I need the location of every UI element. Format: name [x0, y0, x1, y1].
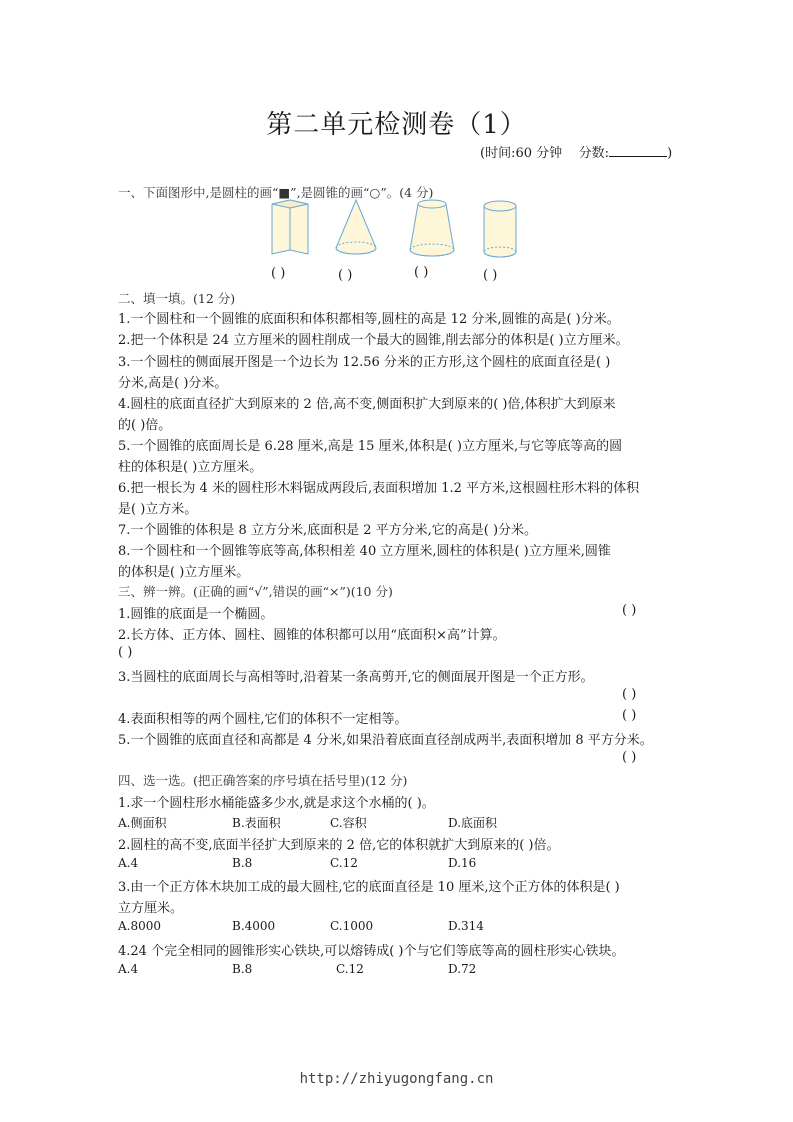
judge-q2-answer[interactable]: ( ): [118, 645, 133, 660]
choice-q3: 3.由一个正方体木块加工成的最大圆柱,它的底面直径是 10 厘米,这个正方体的体积是( ): [118, 880, 620, 895]
score-label: 分数:: [578, 146, 610, 161]
fill-q5-cont: 柱的体积是( )立方厘米。: [118, 460, 263, 475]
choice-q4-option-d[interactable]: D.72: [448, 962, 477, 976]
judge-q1-answer[interactable]: ( ): [622, 603, 637, 618]
cone-icon: [336, 200, 376, 254]
time-label: (时间:60 分钟: [480, 146, 563, 161]
choice-q3-option-c[interactable]: C.1000: [330, 919, 374, 933]
meta-close: ): [667, 146, 673, 161]
choice-q2-option-d[interactable]: D.16: [448, 856, 477, 870]
choice-q4-option-a[interactable]: A.4: [118, 962, 139, 976]
judge-q1: 1.圆锥的底面是一个椭圆。: [118, 607, 274, 622]
choice-q3-option-d[interactable]: D.314: [448, 919, 484, 933]
fill-q2: 2.把一个体积是 24 立方厘米的圆柱削成一个最大的圆锥,削去部分的体积是( )立方厘米。: [118, 333, 629, 348]
choice-q4-option-c[interactable]: C.12: [336, 962, 364, 976]
truncated-cone-icon: [410, 200, 454, 256]
choice-q2-option-c[interactable]: C.12: [330, 856, 358, 870]
choice-q2: 2.圆柱的高不变,底面半径扩大到原来的 2 倍,它的体积就扩大到原来的( )倍。: [118, 838, 560, 853]
score-blank: [609, 144, 667, 157]
choice-q1-option-d[interactable]: D.底面积: [448, 816, 498, 830]
judge-q3: 3.当圆柱的底面周长与高相等时,沿着某一条高剪开,它的侧面展开图是一个正方形。: [118, 670, 594, 685]
fill-q1: 1.一个圆柱和一个圆锥的底面积和体积都相等,圆柱的高是 12 分米,圆锥的高是( )分米。: [118, 312, 620, 327]
prism-icon: [272, 200, 308, 254]
section3-heading: 三、辨一辨。(正确的画“√”,错误的画“×”)(10 分): [118, 584, 393, 599]
fill-q4: 4.圆柱的底面直径扩大到原来的 2 倍,高不变,侧面积扩大到原来的( )倍,体积扩大到原来: [118, 397, 616, 412]
fill-q3-cont: 分米,高是( )分米。: [118, 376, 228, 391]
choice-q4-option-b[interactable]: B.8: [232, 962, 253, 976]
fill-q4-cont: 的( )倍。: [118, 418, 172, 433]
judge-q5-answer[interactable]: ( ): [622, 750, 637, 765]
section1-heading: 一、下面图形中,是圆柱的画“■”,是圆锥的画“○”。(4 分): [118, 185, 434, 200]
judge-q3-answer[interactable]: ( ): [622, 687, 637, 702]
judge-q2: 2.长方体、正方体、圆柱、圆锥的体积都可以用“底面积×高”计算。: [118, 628, 506, 643]
choice-q3-option-b[interactable]: B.4000: [232, 919, 276, 933]
section2-heading: 二、填一填。(12 分): [118, 291, 236, 306]
shape2-answer[interactable]: ( ): [338, 268, 353, 283]
fill-q6: 6.把一根长为 4 米的圆柱形木料锯成两段后,表面积增加 1.2 平方米,这根圆柱形木料的体积: [118, 481, 640, 496]
judge-q4: 4.表面积相等的两个圆柱,它们的体积不一定相等。: [118, 712, 408, 727]
cylinder-icon: [484, 201, 516, 257]
choice-q1-option-c[interactable]: C.容积: [330, 816, 367, 830]
shape3-answer[interactable]: ( ): [414, 265, 429, 280]
footer-url[interactable]: http://zhiyugongfang.cn: [299, 1071, 494, 1087]
choice-q2-option-b[interactable]: B.8: [232, 856, 253, 870]
fill-q7: 7.一个圆锥的体积是 8 立方分米,底面积是 2 平方分米,它的高是( )分米。: [118, 523, 538, 538]
choice-q2-option-a[interactable]: A.4: [118, 856, 139, 870]
choice-q3-option-a[interactable]: A.8000: [118, 919, 162, 933]
choice-q1: 1.求一个圆柱形水桶能盛多少水,就是求这个水桶的( )。: [118, 796, 435, 811]
fill-q8-cont: 的体积是( )立方厘米。: [118, 565, 250, 580]
choice-q1-option-b[interactable]: B.表面积: [232, 816, 281, 830]
shape1-answer[interactable]: ( ): [271, 266, 286, 281]
judge-q4-answer[interactable]: ( ): [622, 708, 637, 723]
choice-q4: 4.24 个完全相同的圆锥形实心铁块,可以熔铸成( )个与它们等底等高的圆柱形实心铁块。: [118, 944, 625, 959]
shape4-answer[interactable]: ( ): [483, 268, 498, 283]
fill-q5: 5.一个圆锥的底面周长是 6.28 厘米,高是 15 厘米,体积是( )立方厘米,与它等底等高的圆: [118, 439, 623, 454]
exam-meta: [480, 142, 672, 161]
fill-q6-cont: 是( )立方米。: [118, 502, 198, 517]
choice-q1-option-a[interactable]: A.侧面积: [118, 816, 167, 830]
section4-heading: 四、选一选。(把正确答案的序号填在括号里)(12 分): [118, 773, 408, 788]
choice-q3-cont: 立方厘米。: [118, 901, 184, 916]
fill-q8: 8.一个圆柱和一个圆锥等底等高,体积相差 40 立方厘米,圆柱的体积是( )立方厘米,圆锥: [118, 544, 611, 559]
fill-q3: 3.一个圆柱的侧面展开图是一个边长为 12.56 分米的正方形,这个圆柱的底面直径是( ): [118, 355, 611, 370]
judge-q5: 5.一个圆锥的底面直径和高都是 4 分米,如果沿着底面直径剖成两半,表面积增加 8 平方分米。: [118, 733, 653, 748]
page-title: 第二单元检测卷（1）: [266, 110, 527, 140]
solid-shapes: [262, 198, 542, 268]
